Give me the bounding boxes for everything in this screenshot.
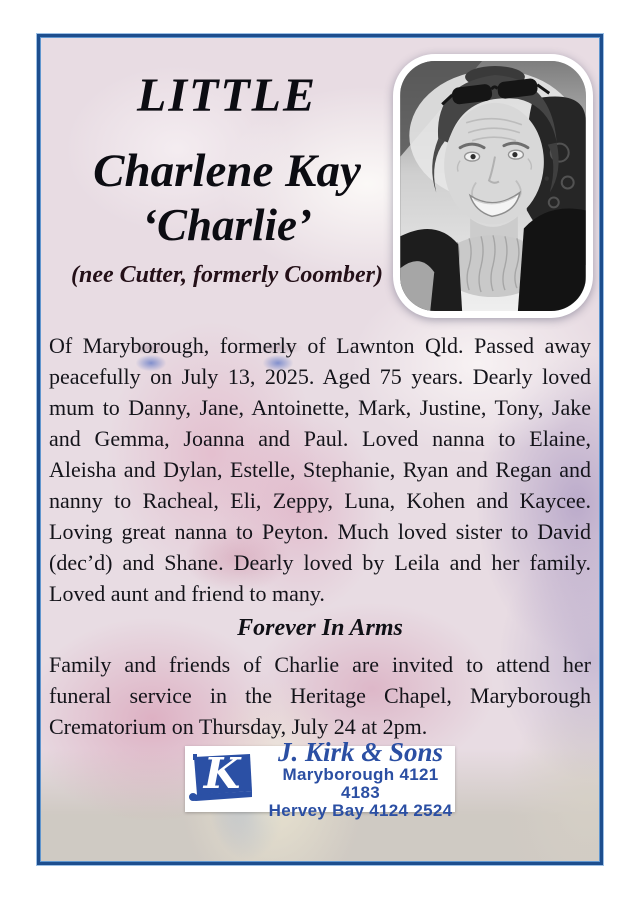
obituary-paragraph: Of Maryborough, formerly of Lawnton Qld. Passed away peacefully on July 13, 2025. Aged 75 years. Dearly loved mum to Danny, Jane, Antoinette, Mark, Justine, Tony, Jake and Gemma, Joanna and Paul. Loved nanna to Elaine, Aleisha and Dylan, Estelle, Stephanie, Ryan and Regan and nanny to Racheal, Eli, Zeppy, Luna, Kohen and Kaycee. Loving great nanna to Peyton. Much loved sister to David (dec’d) and Shane. Dearly loved by Leila and her family. Loved aunt and friend to many. [49, 333, 591, 606]
funeral-details-paragraph: Family and friends of Charlie are invited to attend her funeral service in the Heritage Chapel, Maryborough Crematorium on Thursday, July 24 at 2pm. [49, 652, 591, 739]
maiden-name-line: (nee Cutter, formerly Coomber) [71, 261, 383, 288]
nickname-title: ‘Charlie’ [141, 199, 312, 250]
funeral-home-phone-hervey-bay: Hervey Bay 4124 2524 [268, 800, 453, 820]
portrait-illustration [400, 61, 586, 311]
funeral-home-phone-maryborough: Maryborough 4121 4183 [282, 764, 439, 802]
funeral-home-k-flag-icon [185, 751, 257, 807]
funeral-home-name: J. Kirk & Sons [277, 736, 444, 767]
funeral-home-logo [185, 736, 455, 820]
tribute-line: Forever In Arms [237, 615, 403, 641]
surname-title: LITTLE [137, 69, 317, 122]
obituary-card [36, 33, 604, 866]
funeral-home-text [266, 736, 455, 820]
content [41, 330, 599, 742]
header [41, 38, 599, 330]
portrait-photo [393, 54, 593, 318]
given-names-title: Charlene Kay [93, 145, 361, 198]
k-flag-letter: K [203, 751, 241, 798]
title-block [41, 38, 413, 289]
card-inner [41, 38, 599, 861]
